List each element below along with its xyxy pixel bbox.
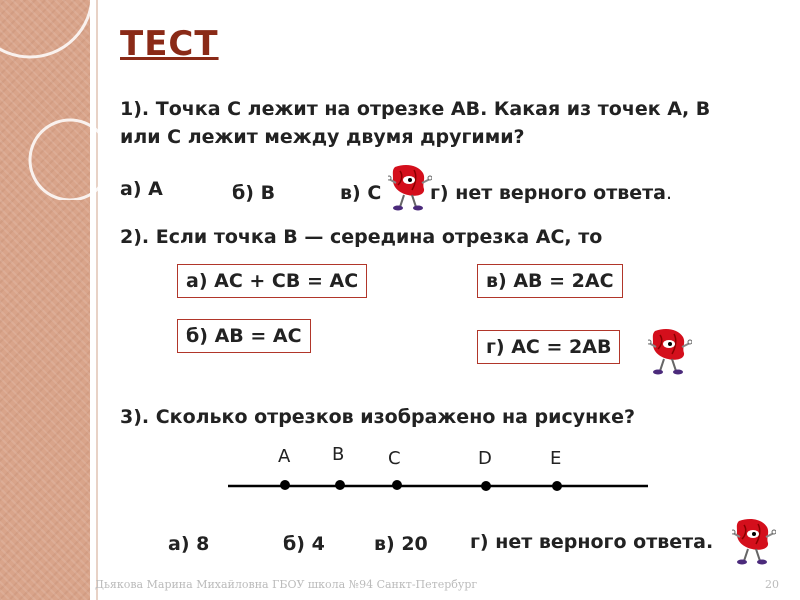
q3-option-c[interactable]: в) 20: [374, 533, 428, 555]
q1-option-c[interactable]: в) С: [340, 182, 382, 204]
q1-option-d-dot: .: [665, 182, 673, 204]
page-number: 20: [765, 578, 779, 591]
q2-option-b[interactable]: б) АВ = АС: [177, 319, 311, 353]
q3-text: 3). Сколько отрезков изображено на рисунке?: [120, 406, 636, 428]
decorative-circles: [0, 0, 140, 200]
q2-option-d[interactable]: г) АС = 2АВ: [477, 330, 620, 364]
point-c-label: C: [388, 448, 401, 469]
point-b-label: B: [332, 444, 345, 465]
footer-author: Дьякова Марина Михайловна ГБОУ школа №94 Санкт-Петербург: [95, 578, 478, 591]
q2-option-c[interactable]: в) АВ = 2АС: [477, 264, 623, 298]
mascot-icon: [388, 163, 432, 213]
q3-option-b[interactable]: б) 4: [283, 533, 325, 555]
point-c-dot: [392, 480, 402, 490]
q1-option-d[interactable]: [430, 182, 672, 204]
segment-figure: [220, 440, 660, 500]
point-a-label: A: [278, 446, 291, 467]
q2-text: 2). Если точка В — середина отрезка АС, то: [120, 226, 603, 248]
q1-text-line2: или С лежит между двумя другими?: [120, 126, 525, 148]
point-d-dot: [481, 481, 491, 491]
mascot-icon: [648, 327, 692, 377]
q1-option-a[interactable]: а) А: [120, 178, 163, 200]
q1-option-d-label: г) нет верного ответа: [430, 182, 666, 204]
point-e-dot: [552, 481, 562, 491]
q3-option-d[interactable]: г) нет верного ответа.: [470, 531, 714, 553]
mascot-icon: [732, 517, 776, 567]
page-title: ТЕСТ: [120, 24, 219, 64]
q1-text-line1: 1). Точка С лежит на отрезке АВ. Какая из точек А, В: [120, 98, 711, 120]
q2-option-a[interactable]: а) АС + СВ = АС: [177, 264, 367, 298]
point-d-label: D: [478, 448, 492, 469]
q1-option-b[interactable]: б) В: [232, 182, 276, 204]
q3-option-a[interactable]: а) 8: [168, 533, 210, 555]
point-a-dot: [280, 480, 290, 490]
point-b-dot: [335, 480, 345, 490]
point-e-label: E: [550, 448, 562, 469]
